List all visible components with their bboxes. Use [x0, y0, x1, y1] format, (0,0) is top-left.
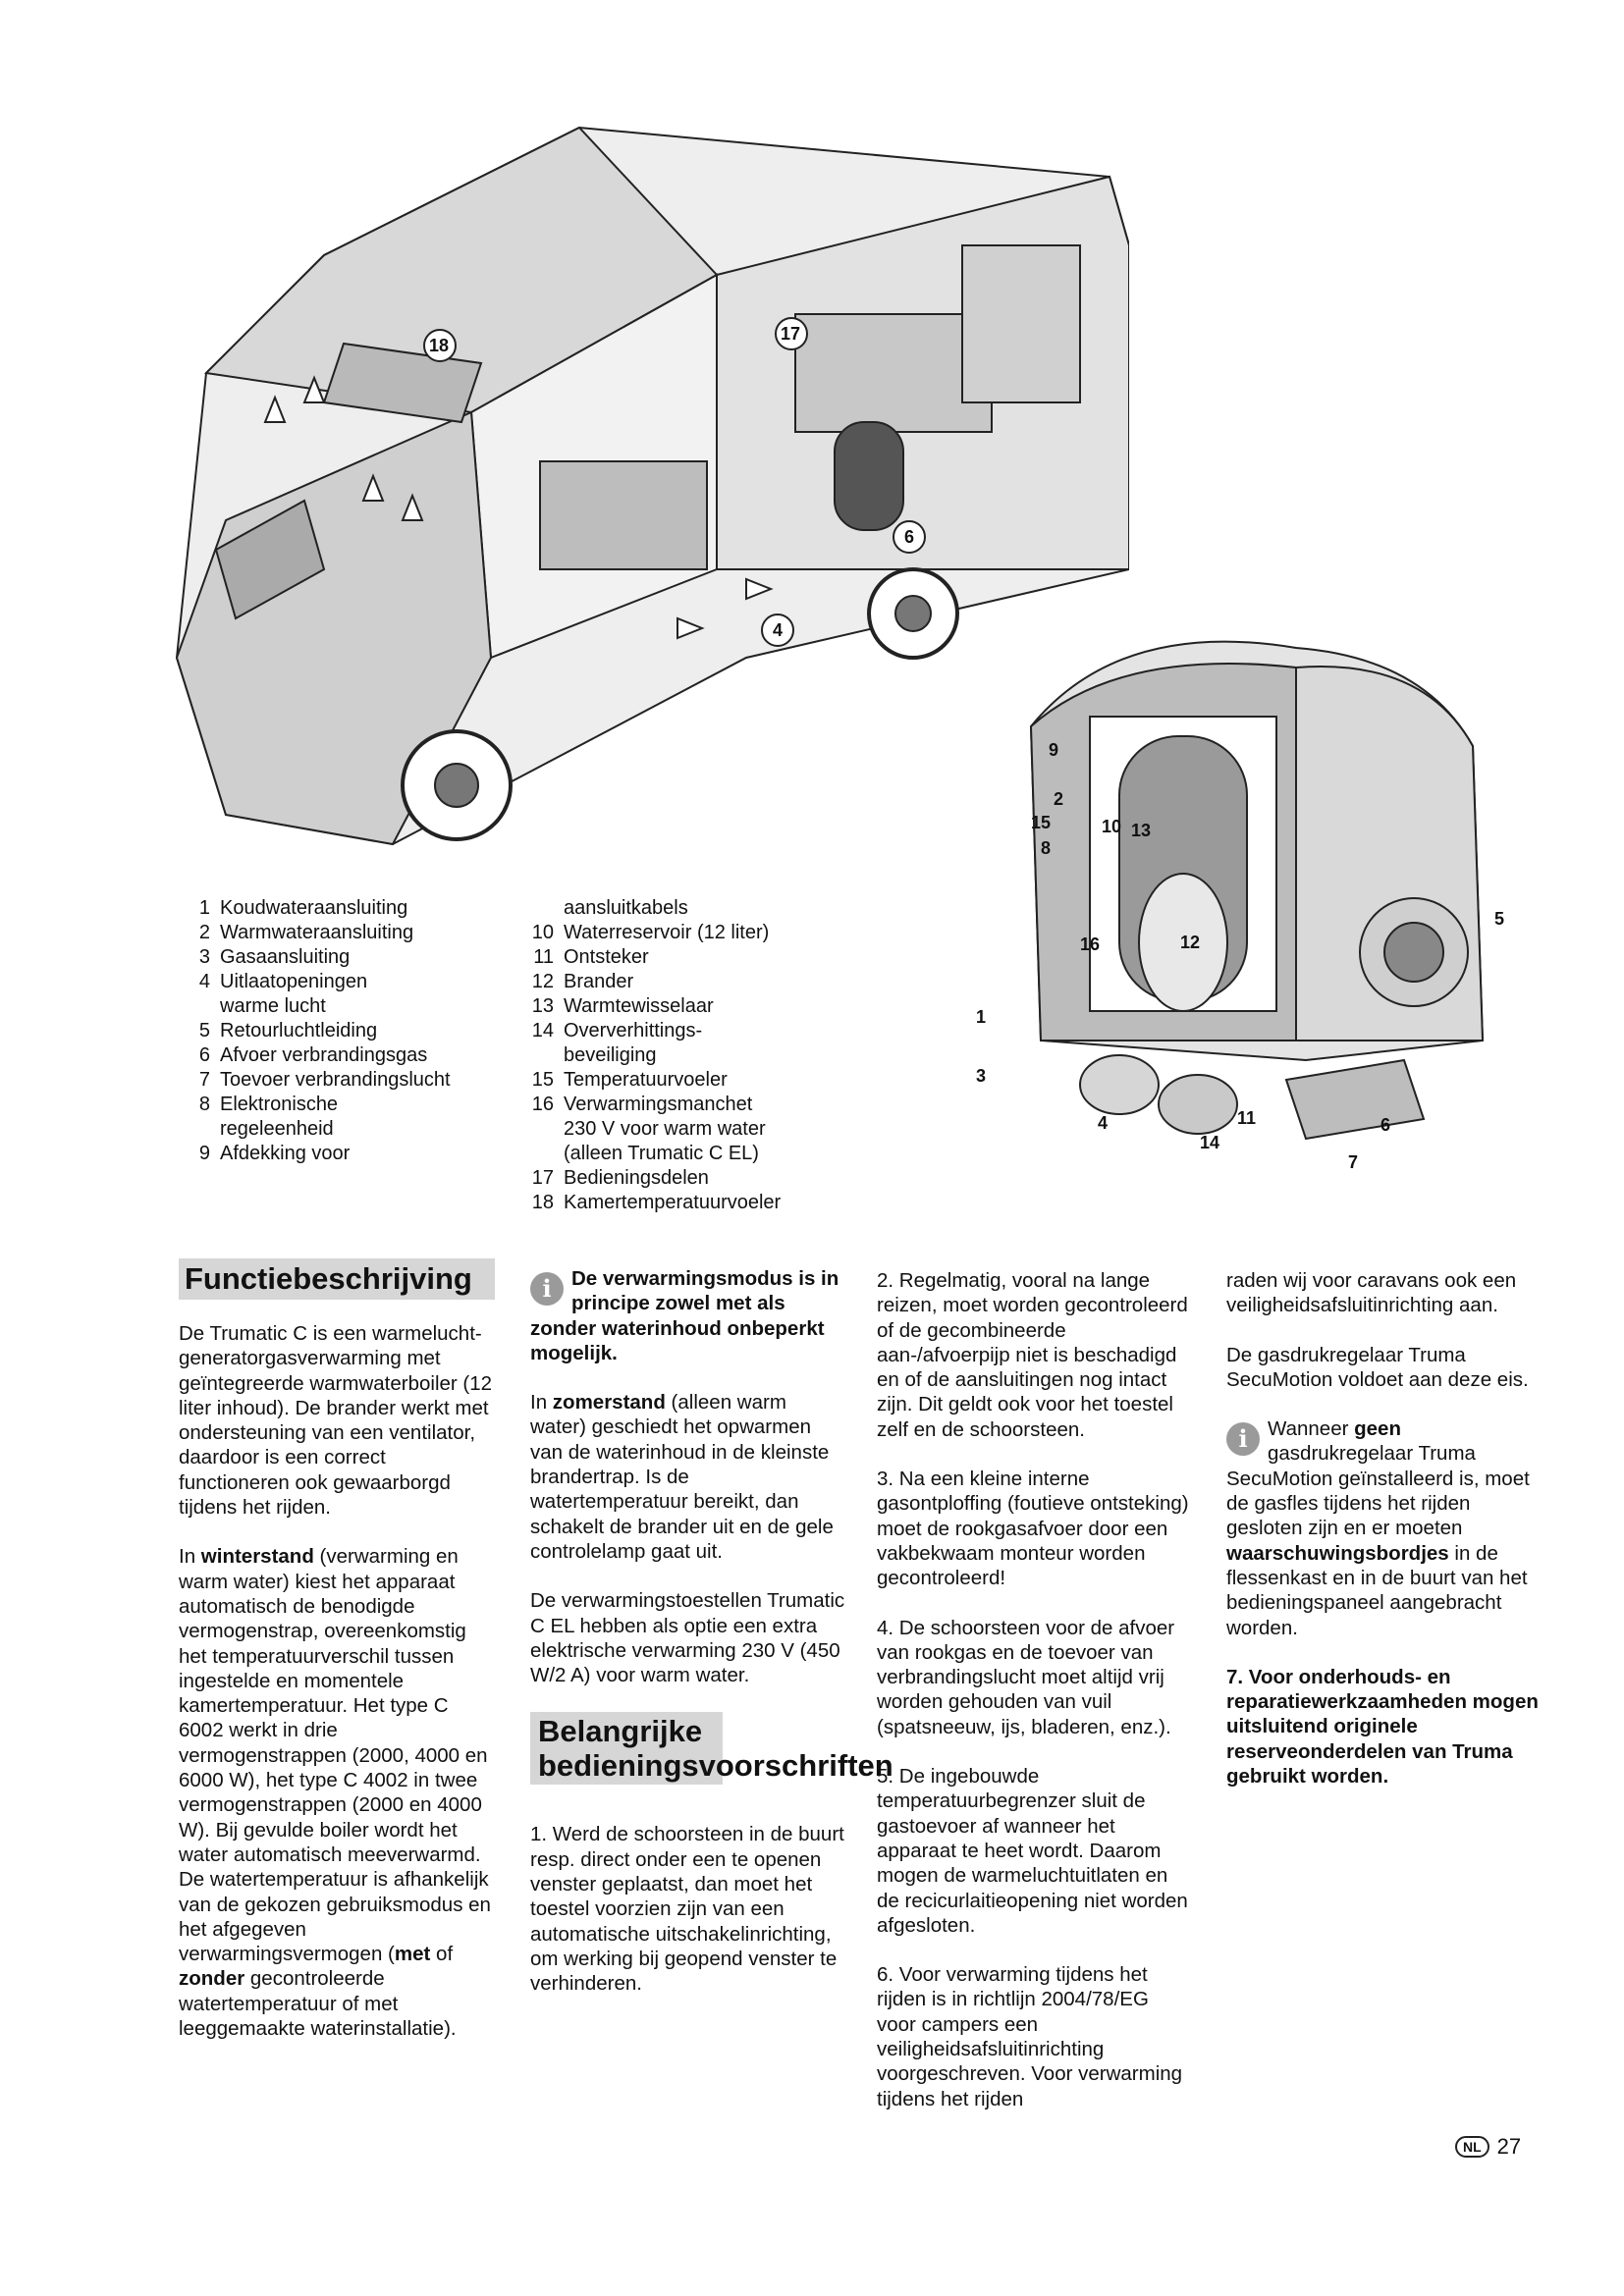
heater-callout-16: 16	[1080, 934, 1101, 954]
legend-item: 7 Toevoer verbrandingslucht	[198, 1069, 451, 1091]
info-note: i Wanneer geen gasdrukregelaar Truma SecuMotion geïnstalleerd is, moet de gasfles tijdens het rijden gesloten zijn en er moeten waarschuwingsbordjes in de flessenkast en in de buurt van het bedieningspaneel aangebracht worden.	[1226, 1417, 1530, 1639]
legend-item: warme lucht	[220, 995, 326, 1017]
column-4	[1226, 1268, 1539, 1813]
legend-item: 1 Koudwateraansluiting	[198, 897, 408, 919]
heater-callout-12: 12	[1180, 933, 1201, 952]
page-footer	[1455, 2134, 1521, 2160]
paragraph: In winterstand (verwarming en warm water) kiest het apparaat automatisch de benodigde vermogenstrap, overeenkomstig het temperatuurverschil tussen ingestelde en momentele kamertemperatuur. Het type C 6002 werkt in drie vermogenstrappen (2000, 4000 en 6000 W), het type C 4002 in twee vermogenstrappen (2000 en 4000 W). Bij gevulde boiler wordt het water automatisch meeverwarmd. De watertemperatuur is afhankelijk van de gekozen gebruiksmodus en het afgegeven verwarmingsvermogen (met of zonder gecontroleerde watertemperatuur of met leeggemaakte waterinstallatie).	[179, 1545, 491, 2041]
section-heading-functiebeschrijving: Functiebeschrijving	[179, 1258, 495, 1300]
info-icon: i	[530, 1272, 564, 1306]
legend-item: aansluitkabels	[564, 897, 688, 919]
heater-callout-5: 5	[1494, 909, 1505, 929]
legend-item: 3 Gasaansluiting	[198, 946, 351, 968]
heater-callout-11: 11	[1237, 1108, 1257, 1128]
legend-item: 13 Warmtewisselaar	[531, 995, 714, 1017]
heater-callout-15: 15	[1031, 813, 1052, 832]
paragraph: 3. Na een kleine interne gasontploffing (foutieve ontsteking) moet de rookgasafvoer door een vakbekwaam monteur worden gecontroleerd!	[877, 1468, 1189, 1590]
page-number: 27	[1496, 2134, 1522, 2159]
legend-item: 11 Ontsteker	[533, 946, 649, 968]
heater-callout-9: 9	[1049, 740, 1059, 760]
legend-item: 10 Waterreservoir (12 liter)	[531, 922, 770, 943]
column-1	[179, 1258, 495, 2065]
legend-left	[185, 896, 518, 1166]
legend-item: 2 Warmwateraansluiting	[198, 922, 414, 943]
info-icon: i	[1226, 1422, 1260, 1456]
legend-item: 5 Retourluchtleiding	[198, 1020, 378, 1041]
column-3	[877, 1268, 1189, 2136]
language-badge: NL	[1455, 2136, 1489, 2158]
paragraph: 6. Voor verwarming tijdens het rijden is in richtlijn 2004/78/EG voor campers een veiligheidsafsluitinrichting voorgeschreven. Voor verwarming tijdens het rijden	[877, 1963, 1183, 2110]
legend-item: (alleen Trumatic C EL)	[564, 1143, 759, 1164]
heater-callout-3: 3	[976, 1066, 987, 1086]
legend-item: 6 Afvoer verbrandingsgas	[198, 1044, 428, 1066]
legend-item: 17 Bedieningsdelen	[531, 1167, 709, 1189]
heater-callout-14: 14	[1200, 1133, 1220, 1152]
callout-18: 18	[429, 336, 450, 355]
column-2	[530, 1266, 893, 2021]
legend-item: 9 Afdekking voor	[198, 1143, 351, 1164]
heater-callout-2: 2	[1054, 789, 1064, 809]
paragraph: 2. Regelmatig, vooral na lange reizen, moet worden gecontroleerd of de gecombineerde aan-/afvoerpijp niet is beschadigd en of de aansluitingen nog intact zijn. Dit geldt ook voor het toestel zelf en de schoorsteen.	[877, 1269, 1188, 1441]
heater-callout-6: 6	[1380, 1115, 1391, 1135]
heater-callout-8: 8	[1041, 838, 1052, 858]
paragraph: In zomerstand (alleen warm water) geschiedt het opwarmen van de waterinhoud in de kleinste brandertrap. Is de watertemperatuur bereikt, dan schakelt de brander uit en de gele controlelamp gaat uit.	[530, 1391, 834, 1563]
paragraph: raden wij voor caravans ook een veiligheidsafsluitinrichting aan.	[1226, 1269, 1517, 1317]
paragraph: De gasdrukregelaar Truma SecuMotion voldoet aan deze eis.	[1226, 1343, 1529, 1391]
paragraph: 4. De schoorsteen voor de afvoer van rookgas en de toevoer van verbrandingslucht moet altijd vrij worden gehouden van vuil (spatsneeuw, ijs, bladeren, enz.).	[877, 1616, 1175, 1738]
paragraph: 5. De ingebouwde temperatuurbegrenzer sluit de gastoevoer af wanneer het apparaat te heet wordt. Daarom mogen de warmeluchtuitlaten en de recicurlaitieopening niet worden afgesloten.	[877, 1765, 1188, 1937]
legend-item: 230 V voor warm water	[564, 1118, 766, 1140]
callout-6: 6	[904, 527, 915, 547]
paragraph: De Trumatic C is een warmelucht-generatorgasverwarming met geïntegreerde warmwaterboiler (12 liter inhoud). De brander werkt met ondersteuning van een ventilator, daardoor is een correct functioneren ook gewaarborgd tijdens het rijden.	[179, 1322, 493, 1520]
callout-4: 4	[773, 620, 784, 640]
legend-item: beveiliging	[564, 1044, 657, 1066]
heater-callout-1: 1	[976, 1007, 987, 1027]
callout-17: 17	[781, 324, 801, 344]
legend-right	[528, 896, 941, 1215]
heater-callout-7: 7	[1348, 1152, 1359, 1172]
paragraph: 7. Voor onderhouds- en reparatiewerkzaamheden mogen uitsluitend originele reserveonderdelen van Truma gebruikt worden.	[1226, 1665, 1539, 1789]
info-note: i De verwarmingsmodus is in principe zowel met als zonder waterinhoud onbeperkt mogelijk.	[530, 1267, 839, 1364]
legend-item: 4 Uitlaatopeningen	[198, 971, 368, 992]
heater-cutaway-illustration	[972, 628, 1522, 1188]
section-heading-belangrijke-bedieningsvoorschriften: Belangrijke bedieningsvoorschriften	[530, 1712, 723, 1785]
heater-callout-4: 4	[1098, 1113, 1109, 1133]
heater-callout-13: 13	[1131, 821, 1152, 840]
legend-item: 16 Verwarmingsmanchet	[531, 1094, 753, 1115]
legend-item: 18 Kamertemperatuurvoeler	[531, 1192, 782, 1213]
paragraph: 1. Werd de schoorsteen in de buurt resp. direct onder een te openen venster geplaatst, dan moet het toestel voorzien zijn van een automatische uitschakelinrichting, om werking bij geopend venster te verhinderen.	[530, 1823, 844, 1996]
paragraph: De verwarmingstoestellen Trumatic C EL hebben als optie een extra elektrische verwarming 230 V (450 W/2 A) voor warm water.	[530, 1589, 845, 1687]
heater-callout-10: 10	[1102, 817, 1122, 836]
legend-item: 15 Temperatuurvoeler	[531, 1069, 728, 1091]
legend-item: 8 Elektronische	[198, 1094, 339, 1115]
legend-item: regeleenheid	[220, 1118, 334, 1140]
legend-item: 12 Brander	[531, 971, 634, 992]
legend-item: 14 Oververhittings-	[531, 1020, 703, 1041]
